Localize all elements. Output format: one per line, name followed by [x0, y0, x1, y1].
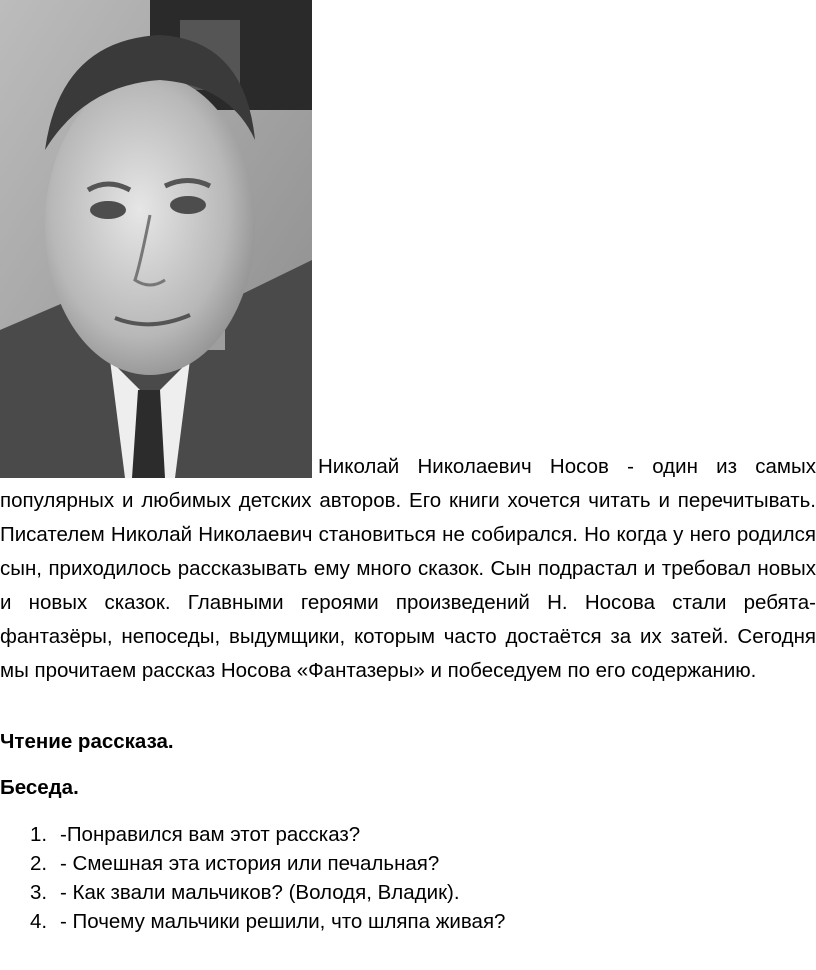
list-item	[0, 878, 505, 907]
list-item-number: 3.	[30, 881, 48, 904]
photo-float-spacer	[0, 450, 312, 470]
questions-list	[0, 820, 505, 936]
list-item-text: -Понравился вам этот рассказ?	[60, 823, 361, 846]
list-item-number: 2.	[30, 852, 48, 875]
list-item-number: 1.	[30, 823, 48, 846]
list-item	[0, 907, 505, 936]
intro-text: Николай Николаевич Носов - один из самых популярных и любимых детских авторов. Его книги хочется читать и перечитывать. Писателем Николай Николаевич становиться не собирался. Но когда у него родился сын, приходилось рассказывать ему много сказок. Сын подрастал и требовал новых и новых сказок. Главными героями произведений Н. Носова стали ребята-фантазёры, непоседы, выдумщики, которым часто достаётся за их затей. Сегодня мы прочитаем рассказ Носова «Фантазеры» и побеседуем по его содержанию.	[0, 455, 816, 682]
list-item-text: - Почему мальчики решили, что шляпа живая?	[60, 910, 506, 933]
list-item-number: 4.	[30, 910, 48, 933]
intro-paragraph	[0, 450, 816, 688]
list-item-text: - Как звали мальчиков? (Володя, Владик).	[60, 881, 460, 904]
list-item	[0, 849, 505, 878]
author-portrait-photo	[0, 0, 312, 478]
reading-heading: Чтение рассказа.	[0, 730, 174, 753]
conversation-heading: Беседа.	[0, 776, 79, 799]
portrait-photo-icon	[0, 0, 312, 478]
list-item-text: - Смешная эта история или печальная?	[60, 852, 440, 875]
list-item	[0, 820, 505, 849]
